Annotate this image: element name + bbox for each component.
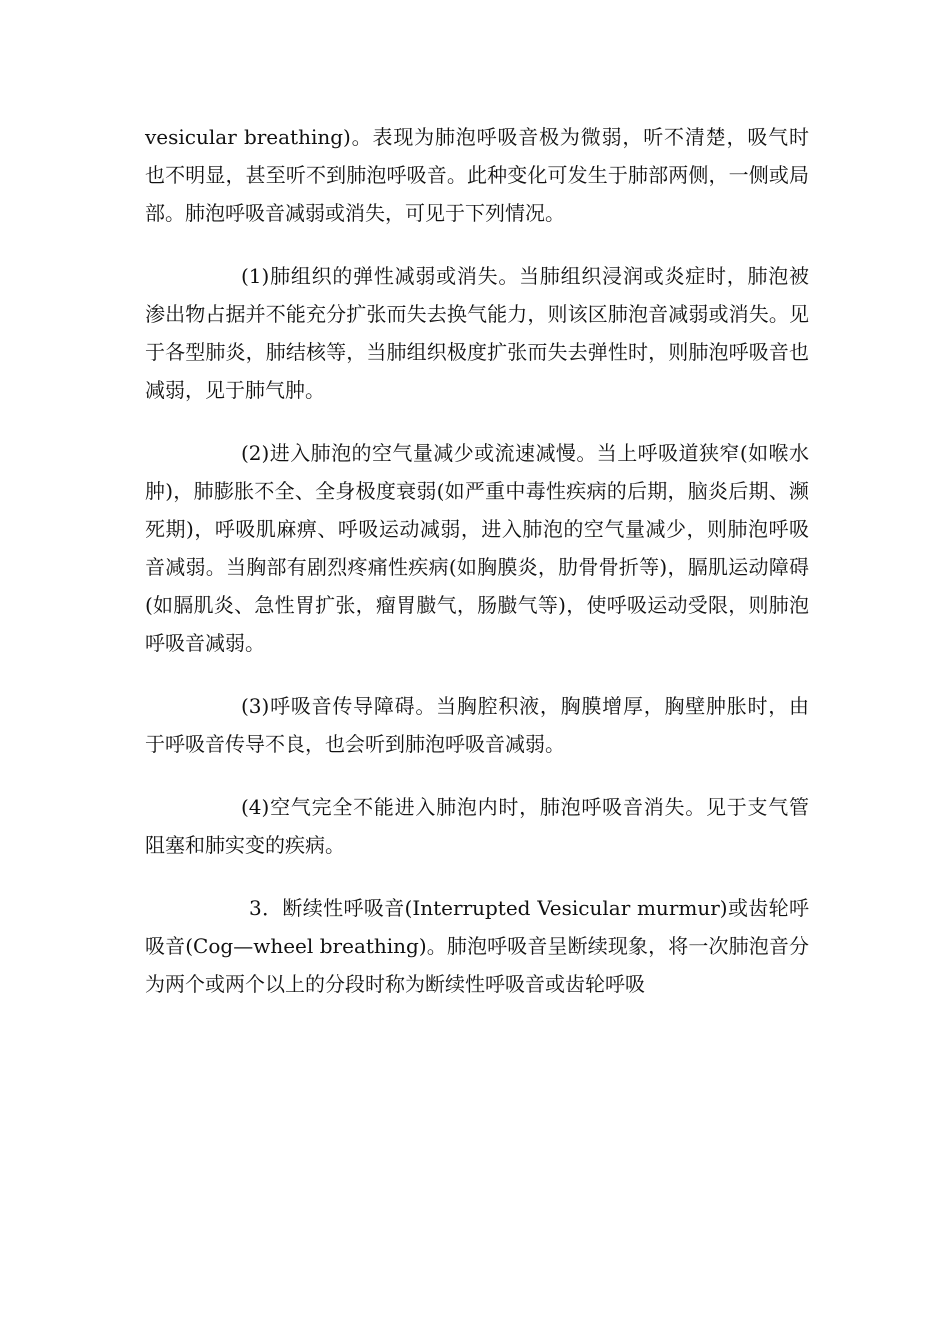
paragraph-section-3: 3．断续性呼吸音(Interrupted Vesicular murmur)或齿轮呼吸音(Cog—wheel breathing)。肺泡呼吸音呈断续现象，将一次肺泡音分为两个或两个以上的分段时称为断续性呼吸音或齿轮呼吸 <box>145 896 809 996</box>
paragraph-item-4: (4)空气完全不能进入肺泡内时，肺泡呼吸音消失。见于支气管阻塞和肺实变的疾病。 <box>145 795 809 857</box>
paragraph-item-2: (2)进入肺泡的空气量减少或流速减慢。当上呼吸道狭窄(如喉水肿)，肺膨胀不全、全身极度衰弱(如严重中毒性疾病的后期，脑炎后期、濒死期)，呼吸肌麻痹、呼吸运动减弱，进入肺泡的空气量减少，则肺泡呼吸音减弱。当胸部有剧烈疼痛性疾病(如胸膜炎，肋骨骨折等)，膈肌运动障碍(如膈肌炎、急性胃扩张，瘤胃臌气，肠臌气等)，使呼吸运动受限，则肺泡呼吸音减弱。 <box>145 441 809 655</box>
paragraph-continuation: vesicular breathing)。表现为肺泡呼吸音极为微弱，听不清楚，吸气时也不明显，甚至听不到肺泡呼吸音。此种变化可发生于肺部两侧，一侧或局部。肺泡呼吸音减弱或消失，可见于下列情况。 <box>145 125 809 225</box>
paragraph-item-1: (1)肺组织的弹性减弱或消失。当肺组织浸润或炎症时，肺泡被渗出物占据并不能充分扩张而失去换气能力，则该区肺泡音减弱或消失。见于各型肺炎，肺结核等，当肺组织极度扩张而失去弹性时，则肺泡呼吸音也减弱，见于肺气肿。 <box>145 264 809 402</box>
paragraph-item-3: (3)呼吸音传导障碍。当胸腔积液，胸膜增厚，胸壁肿胀时，由于呼吸音传导不良，也会听到肺泡呼吸音减弱。 <box>145 694 809 756</box>
document-body <box>145 118 809 1028</box>
